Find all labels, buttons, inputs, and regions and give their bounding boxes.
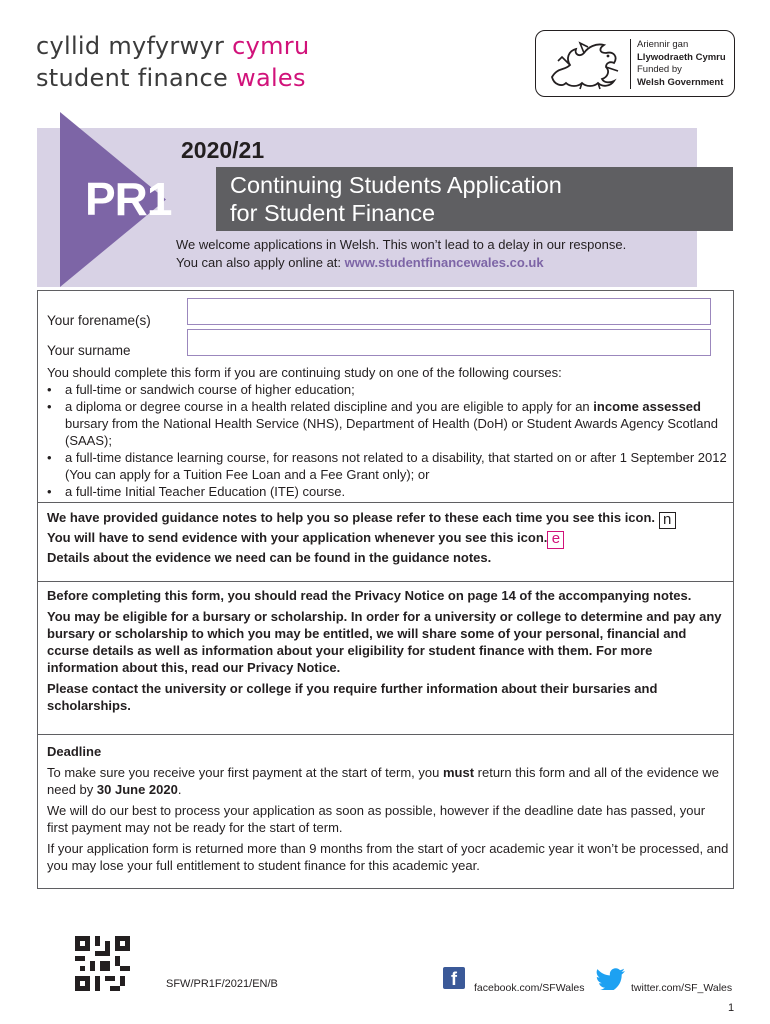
section-divider — [37, 734, 734, 735]
forename-input[interactable] — [187, 298, 711, 325]
form-reference: SFW/PR1F/2021/EN/B — [166, 978, 278, 990]
evidence-icon: e — [547, 531, 564, 549]
deadline-text: To make sure you receive your first payment at the start of term, you must return this form and all of the evidence we need by 30 June 2020. — [47, 765, 720, 797]
privacy-notice-text: Before completing this form, you should read the Privacy Notice on page 14 of the accompanying notes. — [47, 588, 692, 603]
evidence-text: You will have to send evidence with your application whenever you see this icon. e — [47, 529, 687, 549]
website-link[interactable]: www.studentfinancewales.co.uk — [344, 255, 544, 270]
academic-year: 2020/21 — [181, 137, 265, 163]
brand-logo — [36, 30, 309, 94]
list-item: • a diploma or degree course in a health related discipline and you are eligible to apply for an income assessed bursary from the National Health Service (NHS), Department of Health (DoH) or Student Awards Agency Scotland (SAAS); — [47, 399, 718, 448]
logo-divider — [630, 39, 631, 89]
section-divider — [37, 502, 734, 503]
welsh-government-logo — [535, 30, 735, 97]
twitter-icon[interactable] — [596, 968, 626, 990]
surname-label: Your surname — [47, 343, 131, 358]
privacy-section — [47, 587, 725, 714]
late-application-text: If your application form is returned more than 9 months from the start of yocr academic year it won’t be processed, and you may lose your full entitlement to student finance for this academic year. — [47, 841, 729, 873]
guidance-notes-text: We have provided guidance notes to help you so please refer to these each time you see this icon. n — [47, 509, 687, 529]
evidence-details: Details about the evidence we need can be found in the guidance notes. — [47, 550, 492, 565]
list-item: • a full-time distance learning course, for reasons not related to a disability, that started on or after 1 September 2012 (You can apply for a Tuition Fee Loan and a Fee Grant only); or — [47, 450, 727, 482]
list-item: • a full-time or sandwich course of higher education; — [47, 382, 355, 397]
forename-label: Your forename(s) — [47, 313, 151, 328]
brand-accent: wales — [236, 64, 306, 92]
contact-text: Please contact the university or college if you require further information about their bursaries and scholarships. — [47, 681, 658, 713]
form-code: PR1 — [85, 173, 172, 225]
qr-code — [75, 936, 130, 991]
surname-input[interactable] — [187, 329, 711, 356]
eligibility-section — [47, 364, 729, 500]
welcome-text: We welcome applications in Welsh. This won’t lead to a delay in our response. You can also apply online at: www.studentfinancewales.co.uk — [176, 237, 627, 270]
deadline-section — [47, 743, 729, 874]
government-text: Ariennir gan Llywodraeth Cymru Funded by Welsh Government — [637, 39, 726, 88]
bursary-text: You may be eligible for a bursary or scholarship. In order for a university or college to determine and pay any bursary or scholarship to which you may be entitled, we will share some of your personal, financial and ccurse details as well as information about your eligibility for student finance with them. For more information about this, read our Privacy Notice. — [47, 609, 722, 675]
facebook-icon[interactable]: f — [443, 967, 465, 989]
form-title: Continuing Students Application for Student Finance — [230, 172, 562, 226]
facebook-link[interactable]: facebook.com/SFWales — [474, 982, 585, 994]
dragon-icon — [544, 37, 626, 91]
deadline-heading: Deadline — [47, 744, 102, 759]
brand-accent: cymru — [232, 32, 310, 60]
list-item: • a full-time Initial Teacher Education (ITE) course. — [47, 484, 346, 499]
brand-line-english: student finance wales — [36, 64, 306, 92]
eligibility-intro: You should complete this form if you are continuing study on one of the following courses: — [47, 365, 562, 380]
guidance-notes-icon: n — [659, 512, 676, 529]
processing-text: We will do our best to process your application as soon as possible, however if the deadline date has passed, your first payment may not be ready for the start of term. — [47, 803, 706, 835]
guidance-section — [47, 509, 687, 566]
page-number: 1 — [728, 1002, 735, 1014]
section-divider — [37, 581, 734, 582]
twitter-link[interactable]: twitter.com/SF_Wales — [631, 982, 733, 994]
brand-line-welsh: cyllid myfyrwyr cymru — [36, 32, 310, 60]
